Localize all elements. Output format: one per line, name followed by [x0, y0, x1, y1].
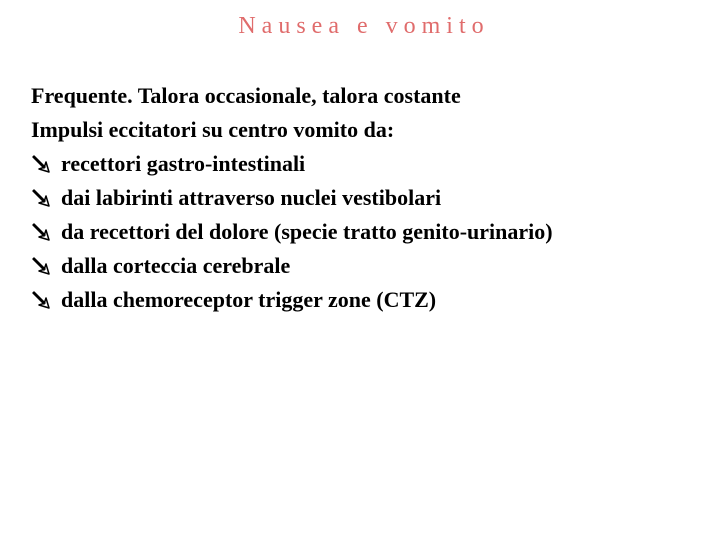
- bullet-item: [31, 147, 711, 181]
- bullet-text: dai labirinti attraverso nuclei vestibolari: [61, 185, 442, 210]
- slide-body: [31, 79, 711, 317]
- hollow-arrow-icon: [31, 290, 51, 310]
- bullet-item: [31, 181, 711, 215]
- text-line-frequency: Frequente. Talora occasionale, talora costante: [31, 83, 461, 108]
- bullet-text: recettori gastro-intestinali: [61, 151, 306, 176]
- slide-title: Nausea e vomito: [238, 13, 490, 39]
- bullet-item: [31, 249, 711, 283]
- text-line-impulses: Impulsi eccitatori su centro vomito da:: [31, 117, 395, 142]
- bullet-item: [31, 215, 711, 249]
- bullet-text: da recettori del dolore (specie tratto genito-urinario): [61, 219, 553, 244]
- bullet-text: dalla corteccia cerebrale: [61, 253, 291, 278]
- hollow-arrow-icon: [31, 256, 51, 276]
- hollow-arrow-icon: [31, 222, 51, 242]
- hollow-arrow-icon: [31, 188, 51, 208]
- bullet-item: [31, 283, 711, 317]
- bullet-text: dalla chemoreceptor trigger zone (CTZ): [61, 287, 437, 312]
- hollow-arrow-icon: [31, 154, 51, 174]
